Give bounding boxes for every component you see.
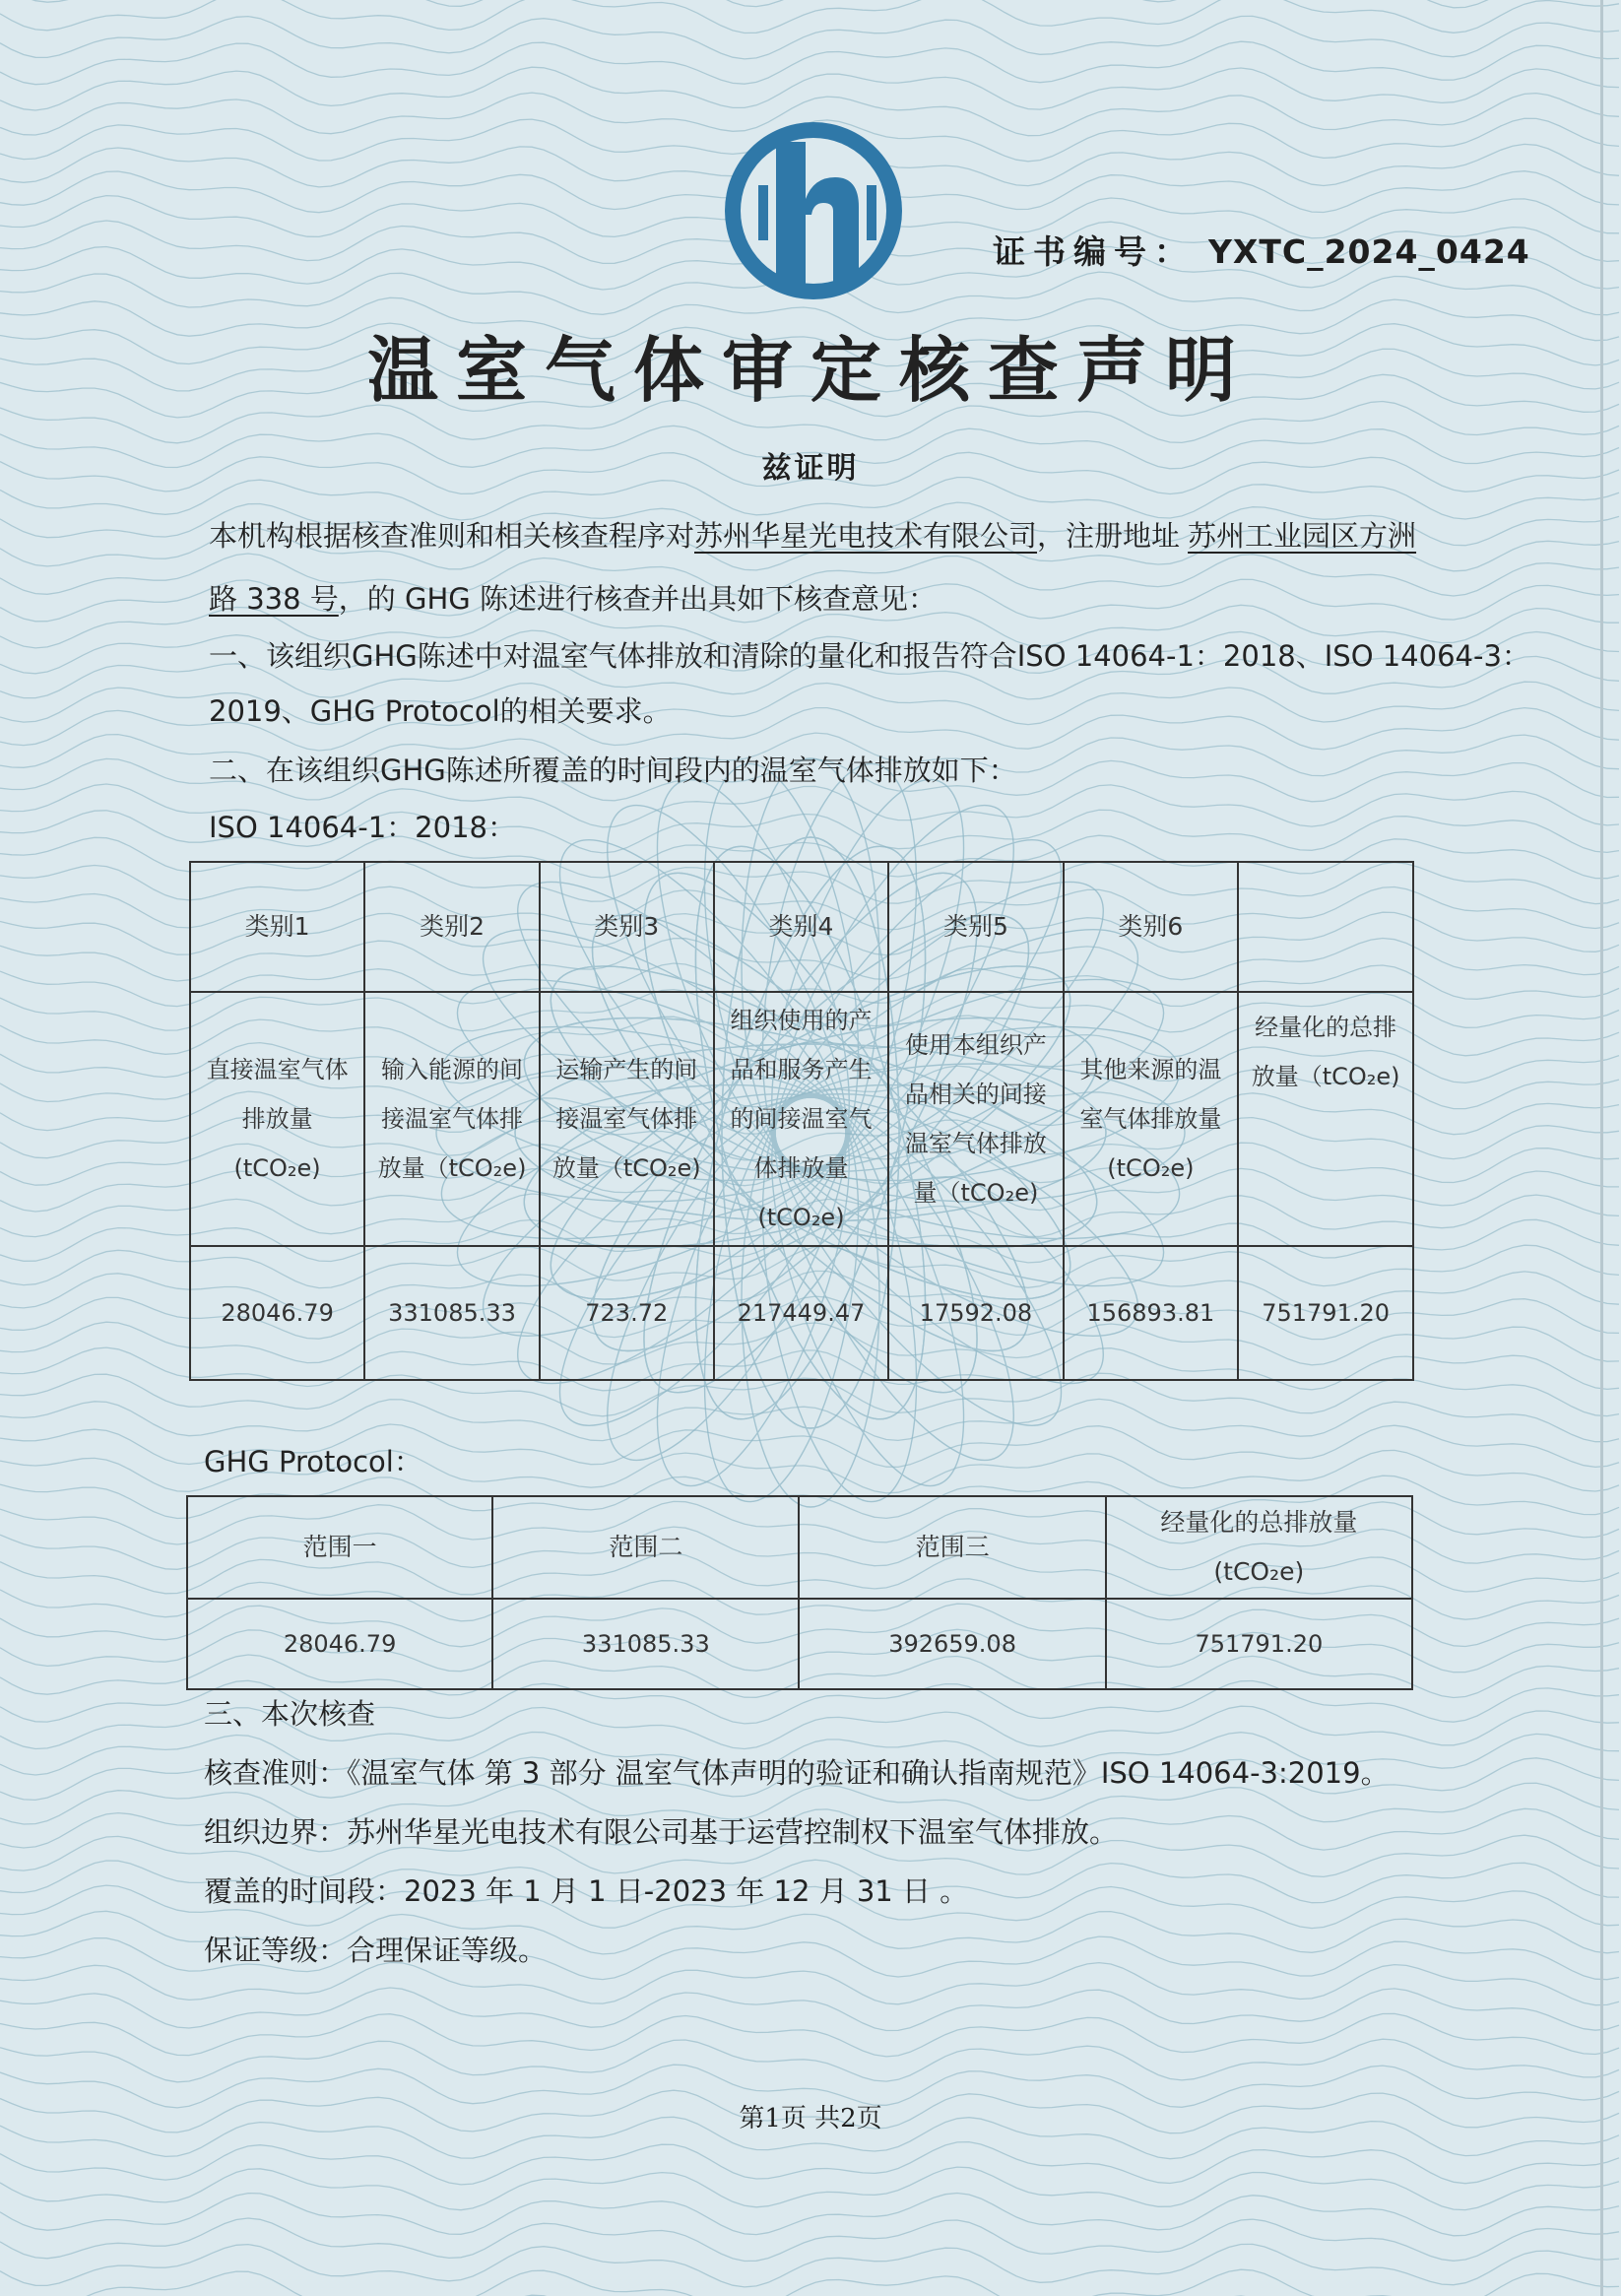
opinion-1-line-2: 2019、GHG Protocol的相关要求。 [209, 694, 672, 728]
desc-line: 放量（tCO₂e) [551, 1154, 701, 1182]
iso-header-cell: 类别2 [364, 862, 540, 992]
ghg-header-cell [1106, 1496, 1412, 1599]
ghg-value-cell: 392659.08 [799, 1599, 1105, 1689]
assurance-level: 保证等级：合理保证等级。 [204, 1934, 548, 1967]
company-logo [719, 116, 908, 305]
iso-value-cell: 751791.20 [1238, 1246, 1413, 1380]
company-name: 苏州华星光电技术有限公司 [694, 519, 1038, 553]
iso-header-cell [1238, 862, 1413, 992]
iso-value-cell: 723.72 [540, 1246, 714, 1380]
iso-emissions-table [189, 861, 1414, 1381]
desc-line: 放量（tCO₂e) [377, 1154, 527, 1182]
intro-line-2 [209, 577, 937, 618]
ghg-table-value-row [187, 1599, 1412, 1689]
iso-label: ISO 14064-1：2018： [209, 811, 516, 844]
ghg-table-header-row [187, 1496, 1412, 1599]
intro-text-address-label: ，注册地址 [1037, 519, 1181, 553]
iso-value-cell: 331085.33 [364, 1246, 540, 1380]
page-number: 第1页 共2页 [739, 2104, 882, 2133]
ghg-value-cell: 751791.20 [1106, 1599, 1412, 1689]
address-part-1: 苏州工业园区方洲 [1188, 519, 1417, 553]
iso-description-cell [1238, 992, 1413, 1246]
ghg-value-cell: 331085.33 [492, 1599, 799, 1689]
desc-line: (tCO₂e) [1213, 1557, 1305, 1586]
intro-text: 本机构根据核查准则和相关核查程序对 [209, 519, 695, 553]
iso-value-cell: 17592.08 [888, 1246, 1063, 1380]
ghg-protocol-table [186, 1495, 1413, 1690]
ghg-header-cell: 范围二 [492, 1496, 799, 1599]
organization-boundary: 组织边界：苏州华星光电技术有限公司基于运营控制权下温室气体排放。 [204, 1815, 1119, 1849]
iso-table-description-row [190, 992, 1413, 1246]
iso-description-cell [364, 992, 540, 1246]
iso-description-cell [888, 992, 1063, 1246]
desc-line: 体排放量 [753, 1154, 849, 1182]
ghg-header-cell: 范围三 [799, 1496, 1105, 1599]
opinion-1-line-1: 一、该组织GHG陈述中对温室气体排放和清除的量化和报告符合ISO 14064-1：2018、ISO 14064-3： [209, 639, 1530, 673]
iso-description-cell [1064, 992, 1239, 1246]
desc-line: 使用本组织产 [904, 1031, 1047, 1059]
desc-line: 接温室气体排 [555, 1105, 698, 1133]
iso-header-cell: 类别1 [190, 862, 364, 992]
desc-line: 直接温室气体 [206, 1056, 349, 1083]
iso-table-value-row [190, 1246, 1413, 1380]
desc-line: 品相关的间接 [904, 1081, 1047, 1108]
ghg-protocol-label: GHG Protocol： [204, 1445, 422, 1478]
desc-line: 品和服务产生 [730, 1056, 873, 1083]
certificate-number-value: YXTC_2024_0424 [1208, 232, 1530, 271]
coverage-period: 覆盖的时间段：2023 年 1 月 1 日-2023 年 12 月 31 日 。 [204, 1874, 969, 1908]
verification-criteria: 核查准则：《温室气体 第 3 部分 温室气体声明的验证和确认指南规范》ISO 14064-3:2019。 [204, 1756, 1390, 1790]
certificate-number [993, 227, 1530, 273]
iso-description-cell [190, 992, 364, 1246]
desc-line: 温室气体排放 [904, 1130, 1047, 1157]
desc-line: (tCO₂e) [233, 1154, 321, 1182]
desc-line: 其他来源的温 [1079, 1056, 1222, 1083]
desc-line: 接温室气体排 [381, 1105, 524, 1133]
desc-line: 量（tCO₂e) [913, 1179, 1039, 1207]
desc-line: 输入能源的间 [381, 1056, 524, 1083]
iso-value-cell: 217449.47 [714, 1246, 889, 1380]
certificate-number-label: 证书编号： [993, 232, 1195, 271]
iso-description-cell [714, 992, 889, 1246]
opinion-2-line-1: 二、在该组织GHG陈述所覆盖的时间段内的温室气体排放如下： [209, 754, 1017, 787]
iso-header-cell: 类别5 [888, 862, 1063, 992]
document-title: 温室气体审定核查声明 [366, 328, 1254, 412]
desc-line: 室气体排放量 [1079, 1105, 1222, 1133]
desc-line: (tCO₂e) [1107, 1154, 1195, 1182]
iso-table-header-row [190, 862, 1413, 992]
intro-text-end: ，的 GHG 陈述进行核查并出具如下核查意见： [338, 582, 937, 616]
iso-header-cell: 类别6 [1064, 862, 1239, 992]
iso-value-cell: 28046.79 [190, 1246, 364, 1380]
document-subtitle: 兹证明 [761, 451, 860, 486]
desc-line: 排放量 [241, 1105, 313, 1133]
desc-line: 放量（tCO₂e) [1251, 1063, 1400, 1090]
verification-heading: 三、本次核查 [204, 1697, 376, 1731]
desc-line: (tCO₂e) [757, 1204, 845, 1231]
desc-line: 经量化的总排放量 [1160, 1508, 1358, 1537]
iso-value-cell: 156893.81 [1064, 1246, 1239, 1380]
ghg-header-cell: 范围一 [187, 1496, 492, 1599]
address-part-2: 路 338 号 [209, 582, 339, 616]
iso-description-cell [540, 992, 714, 1246]
ghg-value-cell: 28046.79 [187, 1599, 492, 1689]
desc-line: 的间接温室气 [730, 1105, 873, 1133]
desc-line: 组织使用的产 [730, 1007, 873, 1034]
iso-header-cell: 类别4 [714, 862, 889, 992]
desc-line: 运输产生的间 [555, 1056, 698, 1083]
desc-line: 经量化的总排 [1255, 1014, 1397, 1041]
intro-line-1 [209, 514, 1416, 555]
iso-header-cell: 类别3 [540, 862, 714, 992]
